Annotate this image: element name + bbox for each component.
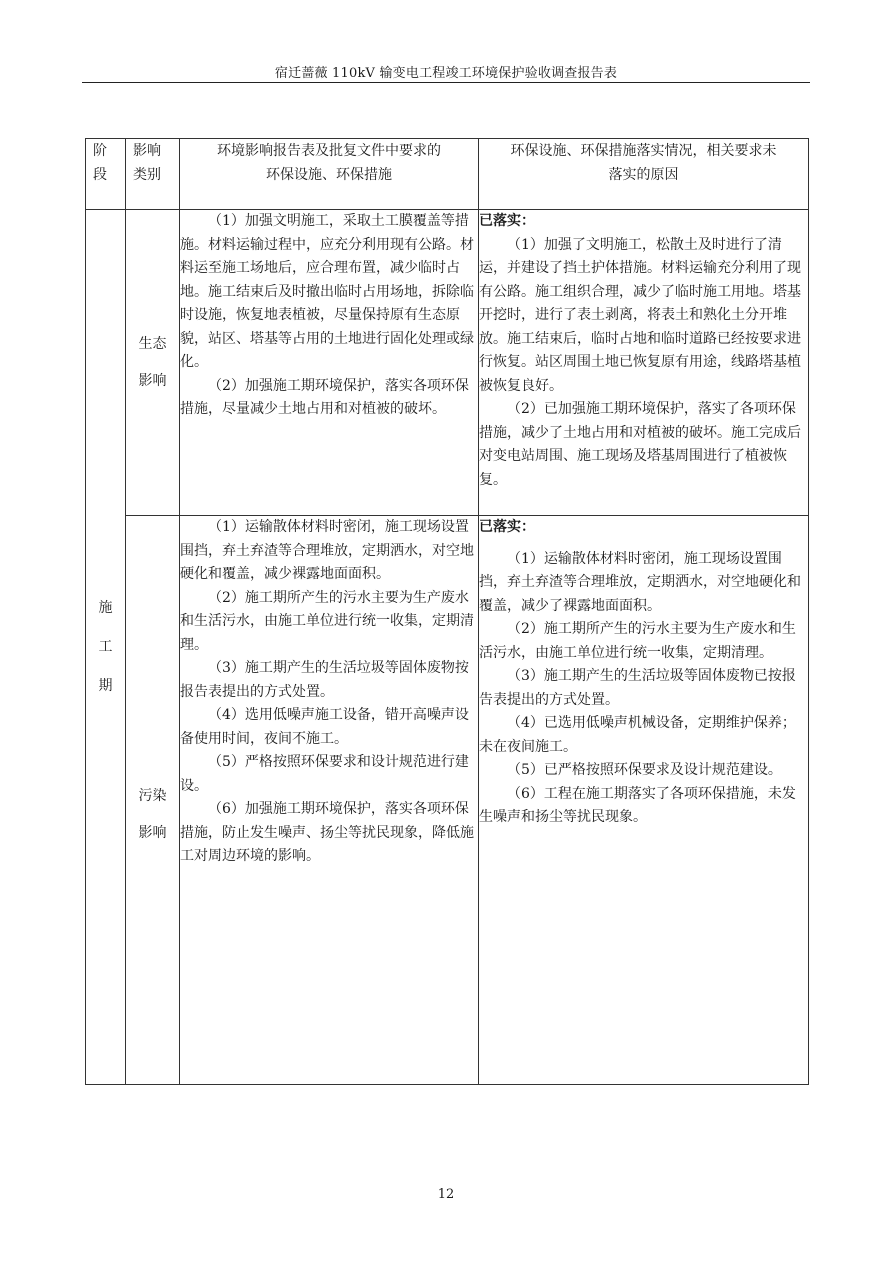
table-row-ecological [86, 210, 809, 516]
impact-type-cell-pollution [126, 516, 180, 1085]
implementation-paragraph: （2）施工期所产生的污水主要为生产废水和生活污水，由施工单位进行统一收集，定期清理。 [479, 621, 796, 661]
impact-type-label-line1: 生态 [138, 335, 167, 352]
impact-type-label-line1: 污染 [138, 788, 167, 804]
page-header-title: 宿迁蔷薇 110kV 输变电工程竣工环境保护验收调查报告表 [274, 66, 618, 81]
stage-char: 施 [98, 599, 113, 616]
page-number: 12 [437, 1187, 455, 1202]
implemented-status-label: 已落实： [479, 519, 535, 535]
implementation-paragraph: （6）工程在施工期落实了各项环保措施，未发生噪声和扬尘等扰民现象。 [479, 785, 796, 825]
impact-type-label-line2: 影响 [138, 825, 167, 841]
measure-paragraph: （1）运输散体材料时密闭，施工现场设置围挡，弃土弃渣等合理堆放，定期洒水，对空地硬化和覆盖，减少裸露地面面积。 [180, 519, 474, 582]
column-header-required-measures [180, 139, 479, 210]
table-header-row [86, 139, 809, 210]
column-header-stage-line1: 阶 [93, 143, 107, 159]
implementation-paragraph: （4）已选用低噪声机械设备，定期维护保养；未在夜间施工。 [479, 715, 796, 755]
stage-char: 工 [98, 638, 113, 655]
impact-type-label-line2: 影响 [138, 372, 167, 389]
measure-paragraph: （1）加强文明施工，采取土工膜覆盖等措施。材料运输过程中，应充分利用现有公路。材料运至施工场地后，应合理布置，减少临时占地。施工结束后及时撤出临时占用场地，拆除临时设施，恢复地表植被，尽量保持原有生态原貌，站区、塔基等占用的土地进行固化处理或绿化。 [180, 213, 474, 370]
column-header-required-line1: 环境影响报告表及批复文件中要求的 [217, 143, 441, 159]
measure-paragraph: （4）选用低噪声施工设备，错开高噪声设备使用时间，夜间不施工。 [180, 707, 469, 747]
column-header-implemented-line1: 环保设施、环保措施落实情况，相关要求未 [510, 143, 777, 159]
table-row-pollution [86, 516, 809, 1085]
acceptance-table [85, 138, 809, 1085]
measure-paragraph: （2）加强施工期环境保护，落实各项环保措施，尽量减少土地占用和对植被的破坏。 [180, 377, 469, 417]
measure-paragraph: （6）加强施工期环境保护，落实各项环保措施，防止发生噪声、扬尘等扰民现象，降低施工对周边环境的影响。 [180, 801, 474, 864]
column-header-stage-line2: 段 [93, 167, 107, 183]
required-measures-pollution [180, 516, 479, 1085]
required-measures-ecological [180, 210, 479, 516]
implementation-paragraph: （1）运输散体材料时密闭，施工现场设置围挡，弃土弃渣等合理堆放，定期洒水，对空地硬化和覆盖，减少了裸露地面面积。 [479, 550, 801, 614]
measure-paragraph: （3）施工期产生的生活垃圾等固体废物按报告表提出的方式处置。 [180, 660, 469, 700]
implementation-paragraph: （3）施工期产生的生活垃圾等固体废物已按报告表提出的方式处置。 [479, 668, 796, 708]
measure-paragraph: （2）施工期所产生的污水主要为生产废水和生活污水，由施工单位进行统一收集，定期清理。 [180, 589, 474, 653]
column-header-required-line2: 环保设施、环保措施 [266, 167, 392, 183]
implemented-status-label: 已落实： [479, 213, 535, 229]
column-header-stage [86, 139, 126, 210]
column-header-impact-type-line2: 类别 [133, 167, 161, 183]
impact-type-cell-ecological [126, 210, 180, 516]
stage-char: 期 [98, 677, 113, 694]
header-rule [82, 82, 810, 83]
implementation-paragraph: （1）加强了文明施工，松散土及时进行了清运，并建设了挡土护体措施。材料运输充分利用了现有公路。施工组织合理，减少了临时施工用地。塔基开挖时，进行了表土剥离，将表土和熟化土分开堆放。施工结束后，临时占地和临时道路已经按要求进行恢复。站区周围土地已恢复原有用途，线路塔基植被恢复良好。 [479, 236, 801, 394]
implementation-paragraph: （5）已严格按照环保要求及设计规范建设。 [507, 762, 782, 778]
column-header-impact-type [126, 139, 180, 210]
implementation-paragraph: （2）已加强施工期环境保护，落实了各项环保措施，减少了土地占用和对植被的破坏。施工完成后对变电站周围、施工现场及塔基周围进行了植被恢复。 [479, 401, 801, 488]
stage-cell-construction [86, 210, 126, 1085]
measure-paragraph: （5）严格按照环保要求和设计规范进行建设。 [180, 754, 469, 794]
column-header-implementation-status [479, 139, 809, 210]
implementation-ecological [479, 210, 809, 516]
column-header-impact-type-line1: 影响 [133, 143, 161, 159]
column-header-implemented-line2: 落实的原因 [608, 167, 679, 183]
implementation-pollution [479, 516, 809, 1085]
